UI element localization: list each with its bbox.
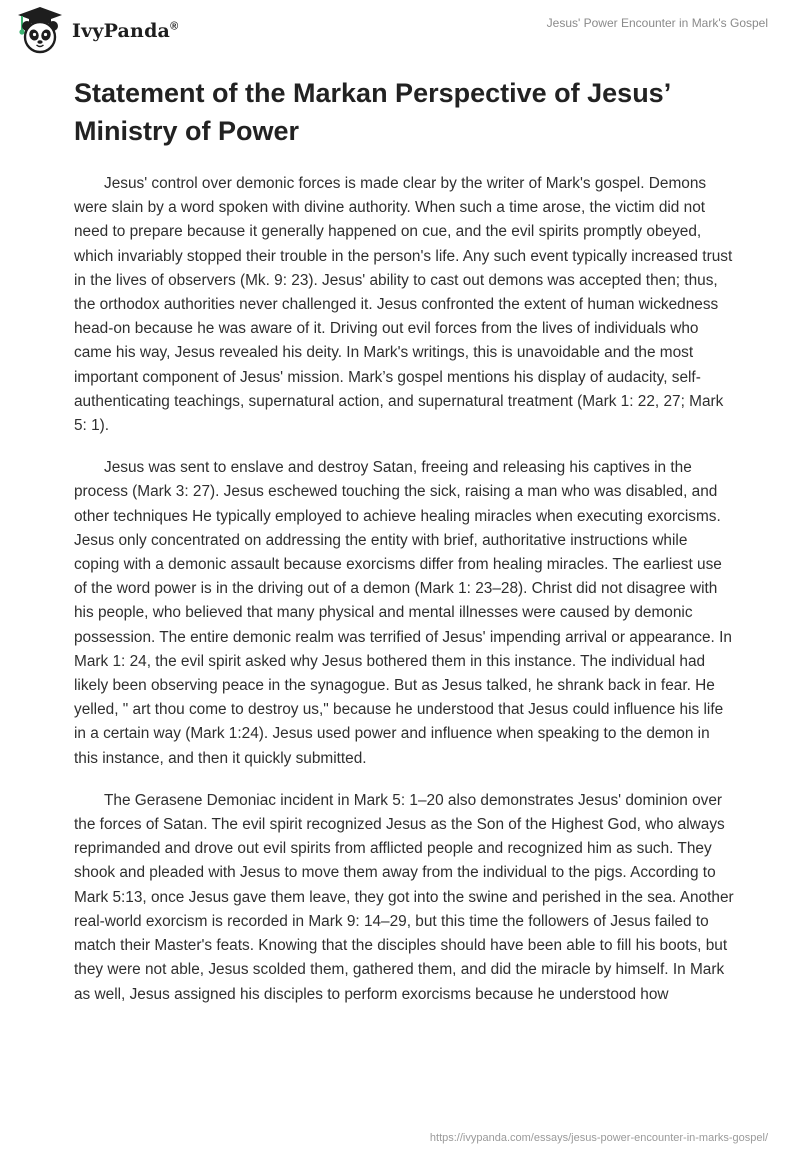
paragraph-1: Jesus' control over demonic forces is made clear by the writer of Mark's gospel. Demons were slain by a word spoken with divine authority. When such a time arose, the victim did not need to prepare because it generally happened on cue, and the evil spirits promptly obeyed, which invariably stopped their trouble in the person's life. Any such event typically increased trust in the lives of observers (Mk. 9: 23). Jesus' ability to cast out demons was accepted then; thus, the orthodox authorities never challenged it. Jesus confronted the extent of human wickedness head-on because he was aware of it. Driving out evil forces from the lives of individuals who came his way, Jesus revealed his deity. In Mark's writings, this is unavoidable and the most important component of Jesus' mission. Mark’s gospel mentions his display of audacity, self-authenticating teachings, supernatural action, and supernatural treatment (Mark 1: 22, 27; Mark 5: 1). — [74, 175, 733, 435]
registered-mark: ® — [170, 20, 179, 33]
running-title: Jesus' Power Encounter in Mark's Gospel — [546, 16, 768, 30]
page-header — [0, 0, 800, 60]
source-url[interactable]: https://ivypanda.com/essays/jesus-power-encounter-in-marks-gospel/ — [429, 1132, 768, 1144]
paragraph-3: The Gerasene Demoniac incident in Mark 5: 1–20 also demonstrates Jesus' dominion over the forces of Satan. The evil spirit recognized Jesus as the Son of the Highest God, who always reprimanded and drove out evil spirits from afflicted people and recognized him as such. They shook and pleaded with Jesus to move them away from the individual to the pigs. According to Mark 5:13, once Jesus gave them leave, they got into the swine and perished in the sea. Another real-world exorcism is recorded in Mark 9: 14–29, but this time the followers of Jesus failed to match their Master's feats. Knowing that the disciples should have been able to fill his boots, but they were not able, Jesus scolded them, gathered them, and did the miracle by himself. In Mark as well, Jesus assigned his disciples to perform exorcisms because he understood how — [74, 791, 734, 1003]
brand-name — [72, 20, 178, 42]
essay-body — [74, 172, 734, 1025]
brand-name-text: IvyPanda — [72, 20, 171, 42]
panda-graduate-logo-icon — [14, 4, 66, 56]
section-title: Statement of the Markan Perspective of Jesus’ Ministry of Power — [74, 78, 670, 146]
brand-logo[interactable] — [14, 4, 178, 56]
paragraph-2: Jesus was sent to enslave and destroy Satan, freeing and releasing his captives in the process (Mark 3: 27). Jesus eschewed touching the sick, raising a man who was disabled, and other techniques He typically employed to achieve healing miracles when executing exorcisms. Jesus only concentrated on addressing the entity with brief, authoritative instructions while coping with a demonic assault because exorcisms differ from healing miracles. The earliest use of the word power is in the driving out of a demon (Mark 1: 23–28). Christ did not disagree with his people, who believed that many physical and mental illnesses were caused by demonic possession. The entire demonic realm was terrified of Jesus' impending arrival or appearance. In Mark 1: 24, the evil spirit asked why Jesus bothered them in this instance. The individual had likely been observing peace in the synagogue. But as Jesus talked, he shrank back in fear. He yelled, " art thou come to destroy us," because he understood that Jesus could influence his life in a certain way (Mark 1:24). Jesus used power and influence when speaking to the demon in this instance, and then it quickly submitted. — [74, 459, 732, 767]
